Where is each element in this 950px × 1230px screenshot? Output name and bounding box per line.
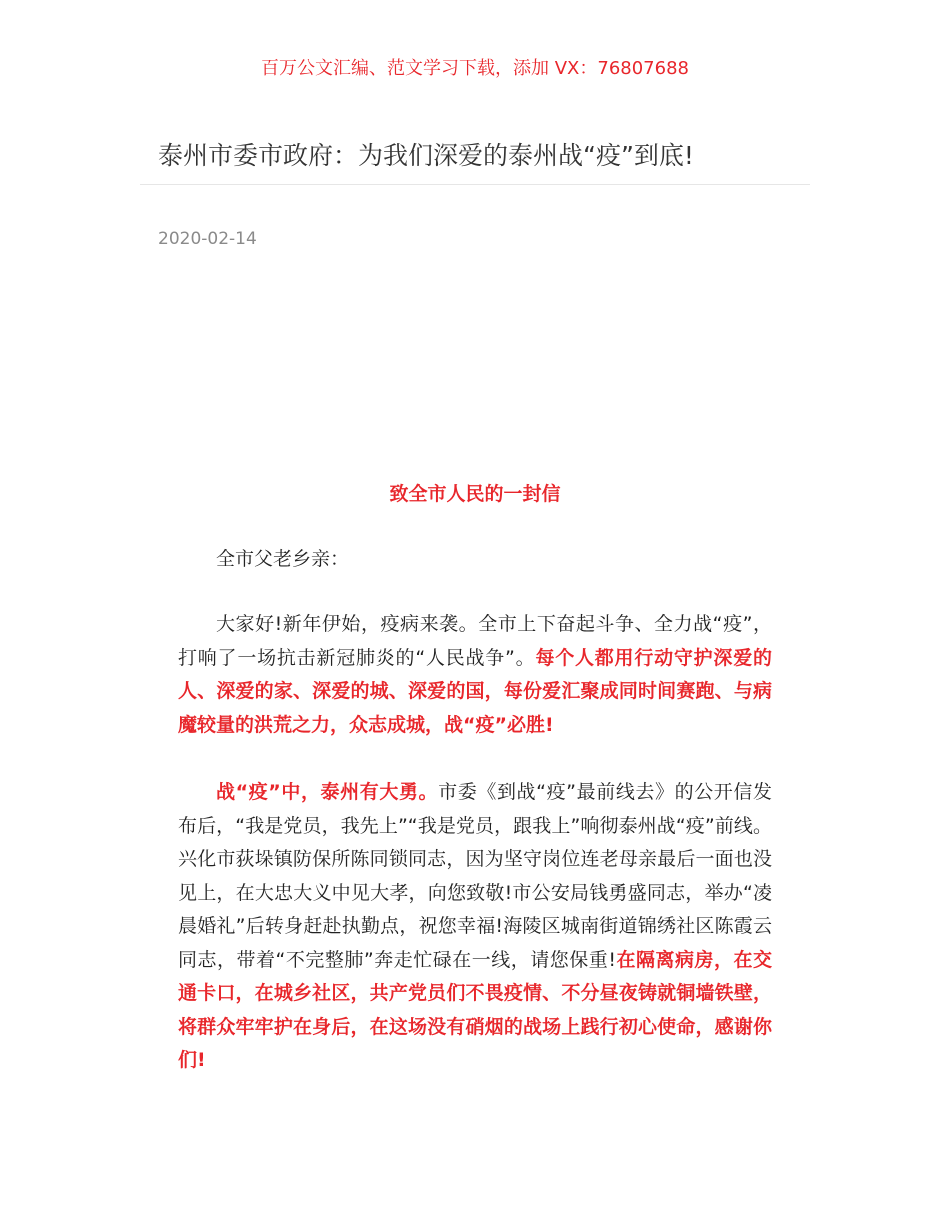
paragraph-2-lead-highlight: 战“疫”中，泰州有大勇。: [216, 781, 439, 803]
paragraph-1-highlight: 每个人都用行动守护深爱的人、深爱的家、深爱的城、深爱的国，每份爱汇聚成同时间赛跑、与病魔较量的洪荒之力，众志成城，战“疫”必胜!: [178, 646, 772, 736]
paragraph-2: [178, 776, 772, 1078]
salutation: 全市父老乡亲：: [216, 548, 350, 570]
publish-date: 2020-02-14: [158, 229, 257, 249]
paragraph-1-text: 大家好!新年伊始，疫病来袭。全市上下奋起斗争、全力战“疫”，打响了一场抗击新冠肺炎的“人民战争”。: [178, 613, 772, 669]
article-title: 泰州市委市政府：为我们深爱的泰州战“疫”到底!: [158, 141, 694, 170]
watermark-banner: 百万公文汇编、范文学习下载，添加 VX：76807688: [261, 58, 689, 79]
paragraph-1: [178, 608, 772, 742]
title-divider: [140, 184, 810, 185]
paragraph-2-tail-highlight: 在隔离病房，在交通卡口，在城乡社区，共产党员们不畏疫情、不分昼夜铸就铜墙铁壁，将群众牢牢护在身后，在这场没有硝烟的战场上践行初心使命，感谢你们!: [178, 948, 772, 1071]
paragraph-2-text: 市委《到战“疫”最前线去》的公开信发布后，“我是党员，我先上”“我是党员，跟我上”响彻泰州战“疫”前线。兴化市荻垛镇防保所陈同锁同志，因为坚守岗位连老母亲最后一面也没见上，在大忠大义中见大孝，向您致敬!市公安局钱勇盛同志，举办“凌晨婚礼”后转身赶赴执勤点，祝您幸福!海陵区城南街道锦绣社区陈霞云同志，带着“不完整肺”奔走忙碌在一线，请您保重!: [178, 781, 773, 971]
letter-title: 致全市人民的一封信: [389, 483, 561, 505]
